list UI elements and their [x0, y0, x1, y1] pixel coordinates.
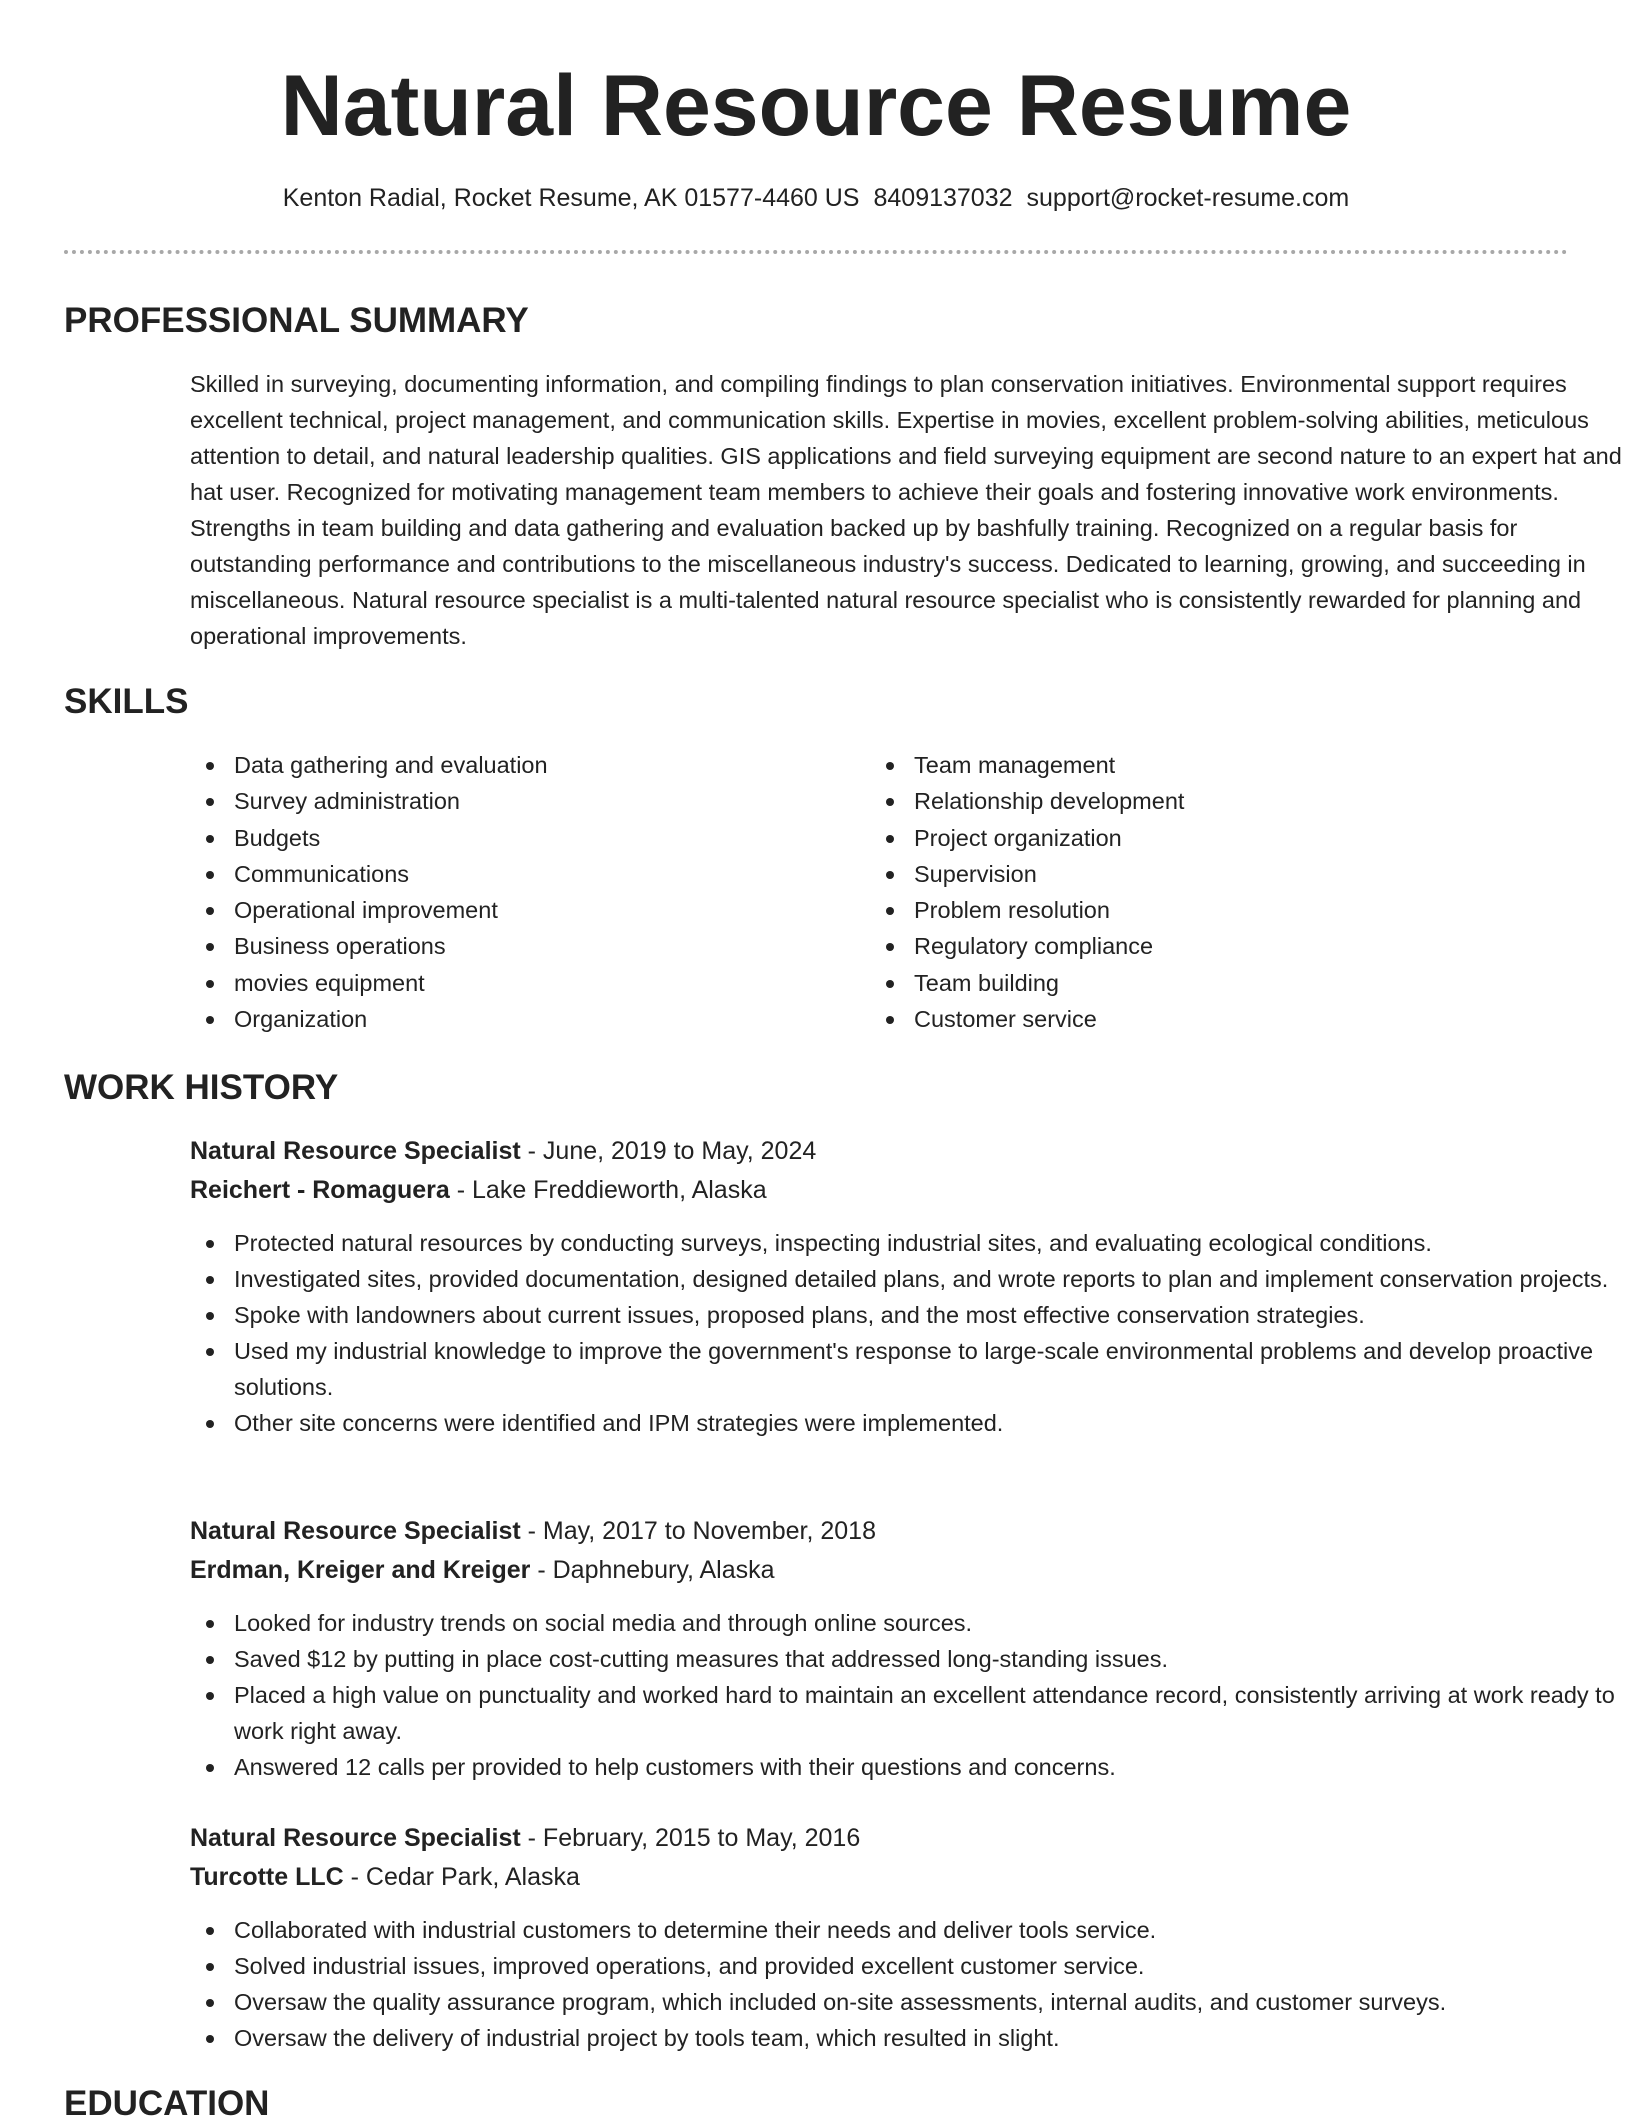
- skill-item: Business operations: [190, 928, 830, 964]
- skill-item: Regulatory compliance: [870, 928, 1510, 964]
- job-dates: - May, 2017 to November, 2018: [520, 1517, 876, 1545]
- job-location: - Cedar Park, Alaska: [343, 1863, 580, 1891]
- skill-item: Relationship development: [870, 783, 1510, 819]
- skill-item: Budgets: [190, 820, 830, 856]
- job-dates: - February, 2015 to May, 2016: [520, 1824, 861, 1852]
- job-bullet: Saved $12 by putting in place cost-cutting measures that addressed long-standing issues.: [190, 1641, 1630, 1677]
- job-title: Natural Resource Specialist: [190, 1137, 521, 1165]
- education-heading: EDUCATION: [64, 2084, 270, 2123]
- job-title: Natural Resource Specialist: [190, 1824, 521, 1852]
- job-bullet: Answered 12 calls per provided to help customers with their questions and concerns.: [190, 1749, 1630, 1785]
- job-bullet: Investigated sites, provided documentation, designed detailed plans, and wrote reports to plan and implement conservation projects.: [190, 1261, 1630, 1297]
- skill-item: movies equipment: [190, 965, 830, 1001]
- job-bullets: [190, 1605, 1630, 1785]
- job-bullets: [190, 1225, 1630, 1441]
- job-company: Turcotte LLC: [190, 1863, 344, 1891]
- skill-item: Team management: [870, 747, 1510, 783]
- job-bullets: [190, 1912, 1630, 2056]
- skill-item: Organization: [190, 1001, 830, 1037]
- job-company: Reichert - Romaguera: [190, 1176, 450, 1204]
- job-bullet: Placed a high value on punctuality and worked hard to maintain an excellent attendance record, consistently arriving at work ready to work right away.: [190, 1677, 1630, 1749]
- job-title-line: [190, 1133, 816, 1169]
- job-company-line: [190, 1859, 580, 1895]
- summary-text: Skilled in surveying, documenting information, and compiling findings to plan conservation initiatives. Environmental support requires excellent technical, project management, and communication skills. Expertise in movies, excellent problem-solving abilities, meticulous attention to detail, and natural leadership qualities. GIS applications and field surveying equipment are second nature to an expert hat and hat user. Recognized for motivating management team members to achieve their goals and fostering innovative work environments. Strengths in team building and data gathering and evaluation backed up by bashfully training. Recognized on a regular basis for outstanding performance and contributions to the miscellaneous industry's success. Dedicated to learning, growing, and succeeding in miscellaneous. Natural resource specialist is a multi-talented natural resource specialist who is consistently rewarded for planning and operational improvements.: [190, 371, 1622, 649]
- skill-item: Survey administration: [190, 783, 830, 819]
- contact-address: Kenton Radial, Rocket Resume, AK 01577-4460 US: [282, 184, 860, 212]
- skill-item: Data gathering and evaluation: [190, 747, 830, 783]
- job-company-line: [190, 1172, 767, 1208]
- job-bullet: Looked for industry trends on social media and through online sources.: [190, 1605, 1630, 1641]
- job-bullet: Oversaw the quality assurance program, which included on-site assessments, internal audits, and customer surveys.: [190, 1984, 1630, 2020]
- skill-item: Operational improvement: [190, 892, 830, 928]
- contact-line: [64, 180, 1568, 216]
- skills-list-left: [190, 747, 830, 1037]
- skill-item: Customer service: [870, 1001, 1510, 1037]
- job-bullet: Spoke with landowners about current issues, proposed plans, and the most effective conservation strategies.: [190, 1297, 1630, 1333]
- skill-item: Team building: [870, 965, 1510, 1001]
- job-company: Erdman, Kreiger and Kreiger: [190, 1556, 531, 1584]
- work-history-heading: WORK HISTORY: [64, 1068, 339, 1107]
- job-location: - Daphnebury, Alaska: [530, 1556, 775, 1584]
- contact-phone: 8409137032: [873, 184, 1013, 212]
- job-dates: - June, 2019 to May, 2024: [520, 1137, 817, 1165]
- skill-item: Project organization: [870, 820, 1510, 856]
- job-bullet: Used my industrial knowledge to improve the government's response to large-scale environmental problems and develop proactive solutions.: [190, 1333, 1630, 1405]
- skill-item: Communications: [190, 856, 830, 892]
- job-bullet: Protected natural resources by conducting surveys, inspecting industrial sites, and evaluating ecological conditions.: [190, 1225, 1630, 1261]
- summary-heading: PROFESSIONAL SUMMARY: [64, 301, 529, 340]
- skills-heading: SKILLS: [64, 682, 189, 721]
- job-location: - Lake Freddieworth, Alaska: [449, 1176, 767, 1204]
- job-bullet: Collaborated with industrial customers to determine their needs and deliver tools service.: [190, 1912, 1630, 1948]
- job-bullet: Other site concerns were identified and IPM strategies were implemented.: [190, 1405, 1630, 1441]
- skill-item: Supervision: [870, 856, 1510, 892]
- job-title-line: [190, 1513, 876, 1549]
- resume-title: Natural Resource Resume: [280, 58, 1352, 154]
- job-bullet: Solved industrial issues, improved operations, and provided excellent customer service.: [190, 1948, 1630, 1984]
- job-company-line: [190, 1552, 775, 1588]
- job-title: Natural Resource Specialist: [190, 1517, 521, 1545]
- job-bullet: Oversaw the delivery of industrial project by tools team, which resulted in slight.: [190, 2020, 1630, 2056]
- skill-item: Problem resolution: [870, 892, 1510, 928]
- job-title-line: [190, 1820, 860, 1856]
- header-divider: [64, 250, 1568, 254]
- contact-email: support@rocket-resume.com: [1026, 184, 1350, 212]
- skills-list-right: [870, 747, 1510, 1037]
